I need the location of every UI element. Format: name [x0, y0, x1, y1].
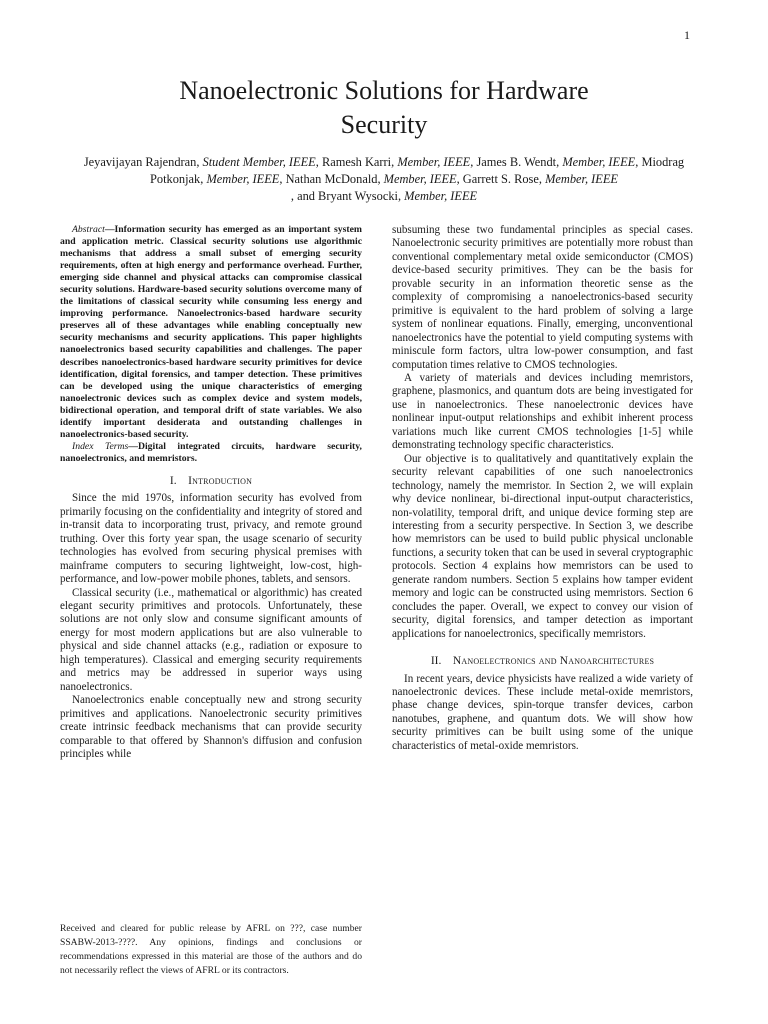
author-name: , Garrett S. Rose,	[456, 172, 546, 186]
title-line-1: Nanoelectronic Solutions for Hardware	[179, 76, 589, 105]
author-role: Member, IEEE	[383, 172, 457, 186]
author-role: Student Member, IEEE	[202, 155, 316, 169]
author-list	[70, 154, 698, 205]
page-number: 1	[684, 28, 690, 42]
section-number: II.	[430, 655, 442, 668]
author-name: Jeyavijayan Rajendran,	[83, 155, 203, 169]
paragraph: Classical security (i.e., mathematical or algorithmic) has created elegant security primitives and protocols. Unfortunately, these solutions are not only slow and consume significant amounts of energy for most modern applications but are also vulnerable to physical and side channel attacks (e.g., radiation or exposure to high temperatures). Classical and emerging security requirements and metrics may be addressed in superior ways using nanoelectronics.	[60, 586, 362, 693]
title-line-2: Security	[340, 110, 428, 139]
author-role: Member, IEEE	[545, 172, 619, 186]
paper-title	[60, 74, 708, 142]
author-role: Member, IEEE	[206, 172, 280, 186]
author-name: , Ramesh Karri,	[315, 155, 398, 169]
paragraph: subsuming these two fundamental principles as special cases. Nanoelectronic security primitives are potentially more robust than conventional complementary metal oxide semiconductor (CMOS) device-based security primitives. They can be the basis for provable security in an information theoretic sense as the complexity of compromising a nanoelectronics-based security primitive is equivalent to the hard problem of solving a large system of nonlinear equations. Finally, emerging, unconventional nanoelectronics have the potential to yield computing systems with miniscule form factors, ultra low-power consumption, and fast computation times relative to CMOS technologies.	[392, 224, 693, 371]
paragraph: Our objective is to qualitatively and quantitatively explain the security relevant capabilities of one such nanoelectronics technology, namely the memristor. In Section 2, we will explain why device nonlinear, bi-directional input-output characteristics, non-volatility, temporal drift, and unique device forming step are interesting from a security perspective. In Section 3, we describe how memristors can be used to build public physical unclonable functions, a security token that can be used in several cryptographic protocols. Section 4 explains how memristors can be used to generate random numbers. Section 5 explains how tamper evident memory and logic can be constructed using memristors. Section 6 concludes the paper. Overall, we expect to convey our vision of security, digital forensics, and tamper detection as important applications for nanoelectronics, specifically memristors.	[392, 452, 693, 640]
author-name: , James B. Wendt,	[470, 155, 563, 169]
paragraph: Since the mid 1970s, information security has evolved from primarily focusing on the confidentiality and integrity of stored and in-transit data to incorporating trust, privacy, and remote ground truthing. Over this forty year span, the usage scenario of security technologies has evolved from securing physical premises with mainframe computers to securing lightweight, low-cost, high-performance, and low-power mobile phones, tablets, and sensors.	[60, 492, 362, 586]
index-terms-text: —Digital integrated circuits, hardware security, nanoelectronics, and memristors.	[60, 440, 362, 464]
section-heading-nanoelectronics	[392, 655, 693, 668]
footnote: Received and cleared for public release by AFRL on ???, case number SSABW-2013-????. Any opinions, findings and conclusions or recommendations expressed in this material are those of the authors and do not necessarily reflect the views of AFRL or its contractors.	[60, 923, 362, 976]
paragraph: Nanoelectronics enable conceptually new and strong security primitives and applications. Nanoelectronic security primitives create intrinsic feedback mechanisms that can provide security comparable to that offered by Shannon's diffusion and confusion principles while	[60, 694, 362, 760]
author-role: Member, IEEE	[562, 155, 636, 169]
author-role: Member, IEEE	[397, 155, 471, 169]
paragraph: In recent years, device physicists have realized a wide variety of nanoelectronic devices. These include metal-oxide memristors, phase change devices, spin-torque transfer devices, carbon nanotubes, graphene, and quantum dots. We will show how security primitives can be built using some of the unique characteristics of metal-oxide memristors.	[392, 672, 693, 752]
section-title: Introduction	[188, 474, 253, 487]
section-number: I.	[169, 474, 177, 487]
abstract-text: —Information security has emerged as an important system and application metric. Classical security solutions use algorithmic mechanisms that address a small subset of emerging security requirements, often at high energy and performance overhead. Further, emerging side channel and physical attacks can compromise classical security solutions. Hardware-based security solutions overcome many of the limitations of classical security while consuming less energy and improving performance. Nanoelectronics-based hardware security preserves all of these advantages while enabling conceptually new security mechanisms and security applications. This paper highlights nanoelectronics based security capabilities and challenges. The paper describes nanoelectronics-based hardware security primitives for device identification, digital forensics, and tamper detection. These primitives can be developed using the unique characteristics of emerging nanoelectronic devices such as complex device and system models, bidirectional operation, and temporal drift of state variables. We also identify important desiderata and outstanding challenges in nanoelectronics-based security.	[60, 224, 362, 440]
right-column	[392, 224, 693, 753]
section-title: Nanoelectronics and Nanoarchitectures	[452, 655, 655, 668]
index-terms	[60, 441, 362, 465]
left-column	[60, 224, 362, 761]
author-name: , Nathan McDonald,	[279, 172, 384, 186]
index-terms-lead: Index Terms	[72, 440, 129, 452]
author-name: , and Bryant Wysocki,	[290, 189, 405, 203]
author-name: , Miodrag Potkonjak,	[149, 155, 685, 186]
paragraph: A variety of materials and devices including memristors, graphene, plasmonics, and quantum dots are being investigated for use in nanoelectronics. These nanoelectronic devices have nonlinear input-output relationships and exhibit inherent process variations much like current CMOS technologies [1-5] while demonstrating technology specific characteristics.	[392, 371, 693, 452]
author-role: Member, IEEE	[404, 189, 478, 203]
abstract	[60, 224, 362, 441]
section-heading-introduction	[60, 475, 362, 488]
abstract-lead: Abstract	[72, 224, 105, 235]
